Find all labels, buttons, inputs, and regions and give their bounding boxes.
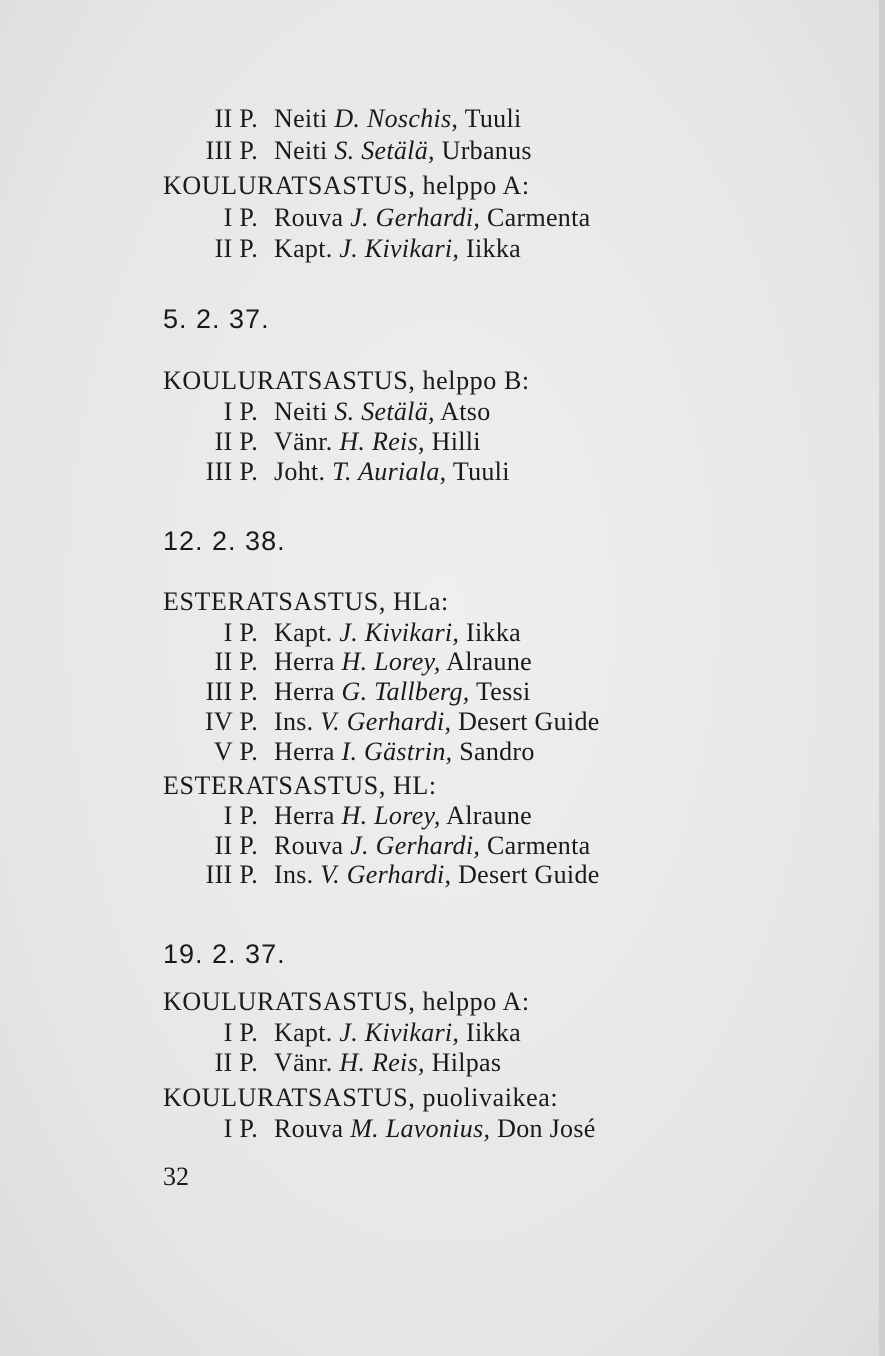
rider-title: Neiti <box>274 136 328 165</box>
placement: I P. <box>223 397 258 426</box>
placement: I P. <box>223 618 258 647</box>
result-entry <box>200 203 700 233</box>
rider-title: Ins. <box>274 860 314 889</box>
rider-title: Neiti <box>274 104 328 133</box>
rider-title: Kapt. <box>274 1018 333 1047</box>
rider-title: Ins. <box>274 707 314 736</box>
horse-name: Carmenta <box>487 203 591 232</box>
horse-name: Sandro <box>459 737 535 766</box>
placement: I P. <box>223 1114 258 1143</box>
placement: III P. <box>205 677 258 706</box>
horse-name: Don José <box>497 1114 596 1143</box>
placement: II P. <box>214 831 258 860</box>
horse-name: Hilli <box>431 427 481 456</box>
horse-name: Iikka <box>466 234 521 263</box>
event-heading: KOULURATSASTUS, puolivaikea: <box>163 1083 559 1112</box>
result-entry <box>200 104 700 134</box>
result-entry <box>200 1048 700 1078</box>
placement: III P. <box>205 457 258 486</box>
rider-title: Herra <box>274 677 335 706</box>
horse-name: Desert Guide <box>458 860 600 889</box>
result-entry <box>200 737 700 767</box>
horse-name: Carmenta <box>487 831 591 860</box>
rider-title: Rouva <box>274 1114 344 1143</box>
event-date: 12. 2. 38. <box>163 526 286 556</box>
rider-name: D. Noschis, <box>334 104 459 133</box>
horse-name: Iikka <box>466 618 521 647</box>
rider-title: Rouva <box>274 203 344 232</box>
result-entry <box>200 136 700 166</box>
horse-name: Alraune <box>446 647 532 676</box>
event-date: 5. 2. 37. <box>163 304 270 334</box>
event-heading: ESTERATSASTUS, HLa: <box>163 587 449 616</box>
placement: II P. <box>214 647 258 676</box>
placement: IV P. <box>204 707 258 736</box>
horse-name: Desert Guide <box>458 707 600 736</box>
result-entry <box>200 831 700 861</box>
rider-title: Herra <box>274 647 335 676</box>
rider-name: S. Setälä, <box>334 397 435 426</box>
rider-title: Neiti <box>274 397 328 426</box>
rider-name: T. Auriala, <box>332 457 447 486</box>
result-entry <box>200 1018 700 1048</box>
rider-name: H. Reis, <box>339 1048 425 1077</box>
horse-name: Iikka <box>466 1018 521 1047</box>
rider-title: Kapt. <box>274 618 333 647</box>
rider-name: J. Kivikari, <box>339 618 460 647</box>
placement: V P. <box>213 737 258 766</box>
placement: II P. <box>214 104 258 133</box>
placement: III P. <box>205 136 258 165</box>
result-entry <box>200 427 700 457</box>
rider-title: Vänr. <box>274 1048 333 1077</box>
event-heading: KOULURATSASTUS, helppo A: <box>163 987 530 1016</box>
placement: II P. <box>214 427 258 456</box>
placement: I P. <box>223 203 258 232</box>
rider-title: Joht. <box>274 457 326 486</box>
placement: III P. <box>205 860 258 889</box>
rider-name: S. Setälä, <box>334 136 435 165</box>
result-entry <box>200 707 700 737</box>
result-entry <box>200 677 700 707</box>
horse-name: Tuuli <box>464 104 522 133</box>
result-entry <box>200 801 700 831</box>
result-entry <box>200 1114 700 1144</box>
rider-title: Kapt. <box>274 234 333 263</box>
rider-name: M. Lavonius, <box>350 1114 491 1143</box>
event-heading: KOULURATSASTUS, helppo B: <box>163 366 530 395</box>
result-entry <box>200 234 700 264</box>
page-number: 32 <box>163 1162 189 1191</box>
horse-name: Alraune <box>446 801 532 830</box>
horse-name: Tuuli <box>452 457 510 486</box>
result-entry <box>200 860 700 890</box>
rider-name: H. Reis, <box>339 427 425 456</box>
placement: II P. <box>214 1048 258 1077</box>
placement: II P. <box>214 234 258 263</box>
rider-name: J. Kivikari, <box>339 234 460 263</box>
horse-name: Urbanus <box>441 136 532 165</box>
rider-name: H. Lorey, <box>341 801 441 830</box>
event-heading: ESTERATSASTUS, HL: <box>163 771 437 800</box>
result-entry <box>200 397 700 427</box>
placement: I P. <box>223 801 258 830</box>
event-heading: KOULURATSASTUS, helppo A: <box>163 171 530 200</box>
rider-name: I. Gästrin, <box>341 737 453 766</box>
rider-title: Herra <box>274 801 335 830</box>
rider-name: J. Kivikari, <box>339 1018 460 1047</box>
rider-name: J. Gerhardi, <box>350 831 481 860</box>
placement: I P. <box>223 1018 258 1047</box>
result-entry <box>200 618 700 648</box>
horse-name: Atso <box>440 397 491 426</box>
rider-name: J. Gerhardi, <box>350 203 481 232</box>
result-entry <box>200 457 700 487</box>
horse-name: Tessi <box>475 677 531 706</box>
rider-name: G. Tallberg, <box>341 677 470 706</box>
result-entry <box>200 647 700 677</box>
event-date: 19. 2. 37. <box>163 939 286 969</box>
rider-name: H. Lorey, <box>341 647 441 676</box>
rider-name: V. Gerhardi, <box>320 707 452 736</box>
rider-title: Vänr. <box>274 427 333 456</box>
page-edge <box>879 0 885 1356</box>
rider-title: Herra <box>274 737 335 766</box>
horse-name: Hilpas <box>431 1048 502 1077</box>
rider-name: V. Gerhardi, <box>320 860 452 889</box>
rider-title: Rouva <box>274 831 344 860</box>
